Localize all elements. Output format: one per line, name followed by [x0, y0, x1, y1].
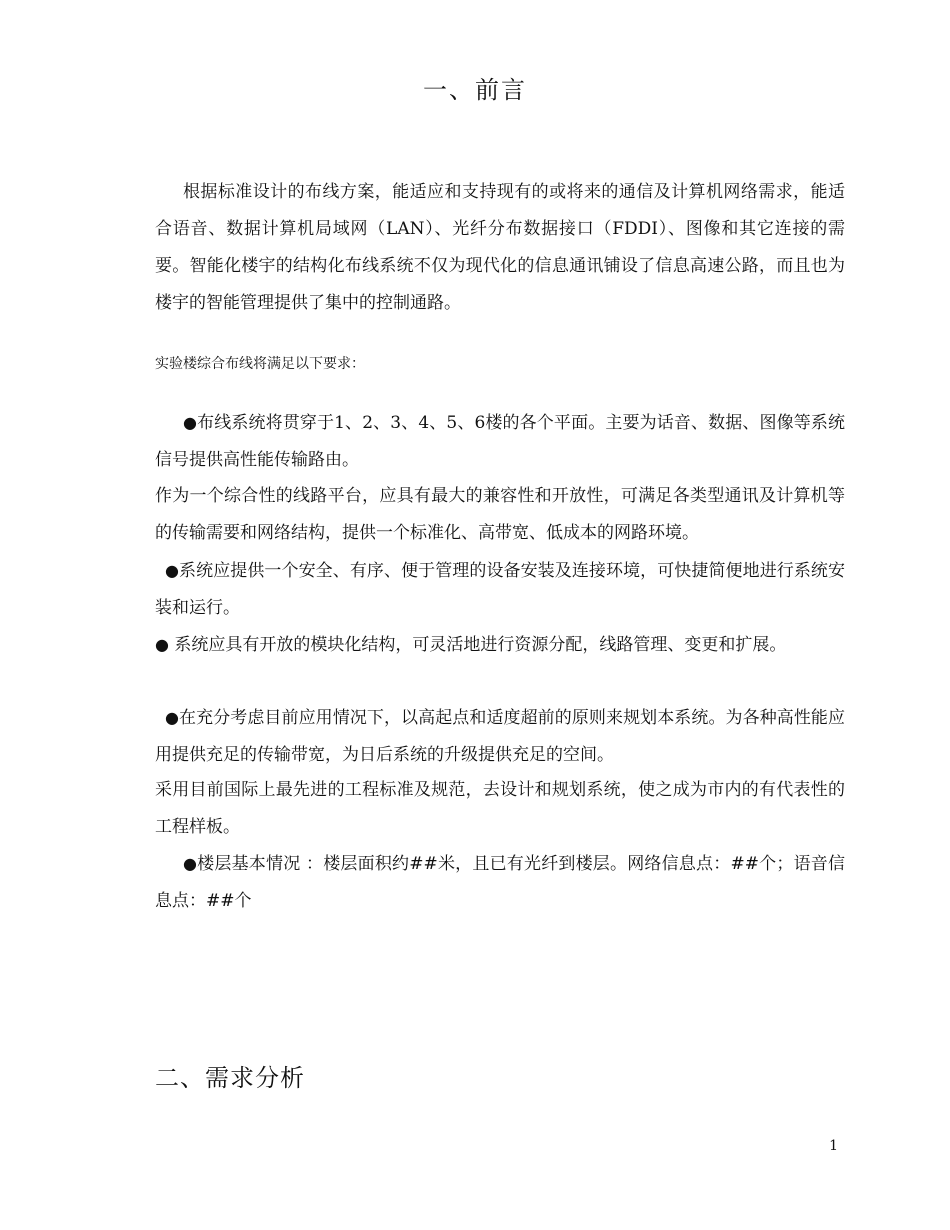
bullet-text: 在充分考虑目前应用情况下，以高起点和适度超前的原则来规划本系统。为各种高性能应用提供充足的传输带宽，为日后系统的升级提供充足的空间。: [155, 708, 845, 765]
requirements-lead: 实验楼综合布线将满足以下要求：: [155, 356, 365, 372]
standard-paragraph: 采用目前国际上最先进的工程标准及规范，去设计和规划系统，使之成为市内的有代表性的工程样板。: [155, 780, 845, 837]
bullet-item-floors: [155, 404, 845, 479]
bullet-text: 系统应具有开放的模块化结构，可灵活地进行资源分配，线路管理、变更和扩展。: [168, 635, 787, 655]
bullet-item-security: [155, 552, 845, 627]
bullet-text: 布线系统将贯穿于1、2、3、4、5、6楼的各个平面。主要为话音、数据、图像等系统信号提供高性能传输路由。: [155, 413, 845, 470]
page-title: 一、前言: [423, 76, 527, 104]
bullet-item-modular: [155, 626, 845, 664]
bullet-icon: ●: [165, 708, 180, 727]
bullet-icon: ●: [155, 635, 169, 654]
platform-paragraph: 作为一个综合性的线路平台，应具有最大的兼容性和开放性，可满足各类型通讯及计算机等的传输需要和网络结构，提供一个标准化、高带宽、低成本的网路环境。: [155, 486, 845, 543]
bullet-text: 楼层基本情况 ：楼层面积约##米，且已有光纤到楼层。网络信息点：##个；语音信息点：##个: [155, 854, 845, 911]
section-heading: 二、需求分析: [155, 1064, 305, 1092]
bullet-icon: ●: [183, 854, 198, 873]
bullet-item-planning: [155, 699, 845, 774]
intro-paragraph: 根据标准设计的布线方案，能适应和支持现有的或将来的通信及计算机网络需求，能适合语音、数据计算机局域网（LAN）、光纤分布数据接口（FDDI）、图像和其它连接的需要。智能化楼宇的结构化布线系统不仅为现代化的信息通讯铺设了信息高速公路，而且也为楼宇的智能管理提供了集中的控制通路。: [155, 182, 845, 313]
bullet-icon: ●: [165, 561, 180, 580]
bullet-item-floor-info: [155, 845, 845, 920]
page-number: 1: [829, 1138, 838, 1154]
bullet-text: 系统应提供一个安全、有序、便于管理的设备安装及连接环境，可快捷简便地进行系统安装和运行。: [155, 561, 845, 618]
bullet-icon: ●: [183, 413, 198, 432]
